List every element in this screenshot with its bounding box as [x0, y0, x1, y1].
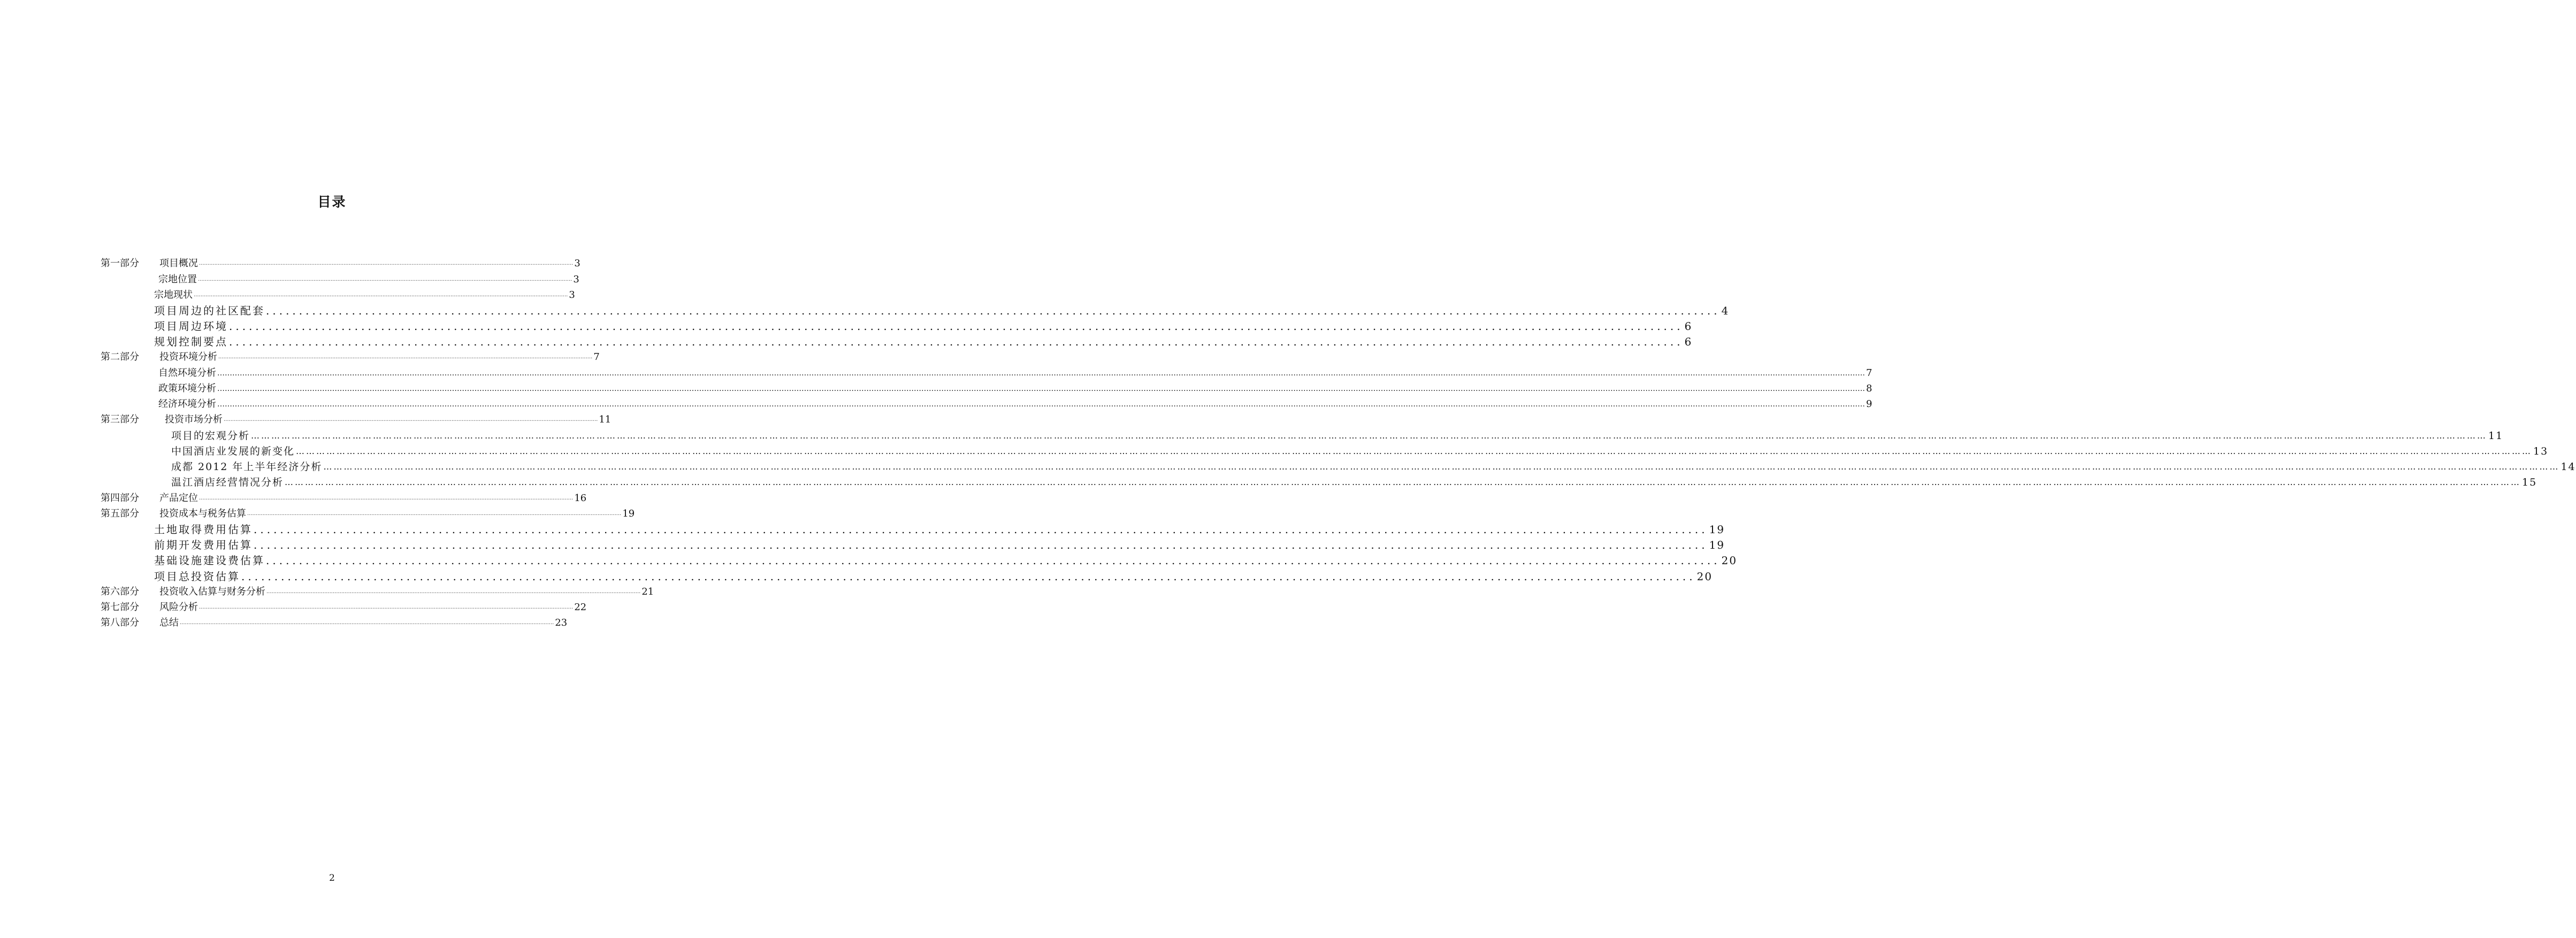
toc-dot-leader: ............................................................................................................................................................................................................................: [194, 292, 568, 298]
toc-entry-title: 规划控制要点: [154, 335, 228, 348]
toc-part-label: 第七部分: [101, 602, 139, 613]
toc-dot-leader: ............................................................................................................................................................................................................................: [229, 335, 1684, 348]
toc-entry[interactable]: [101, 457, 2576, 473]
toc-entry[interactable]: [101, 285, 575, 301]
toc-entry-title: 项目周边的社区配套: [154, 304, 265, 317]
toc-entry-title: 基础设施建设费估算: [154, 554, 265, 567]
toc-entry-title: 成都 2012 年上半年经济分析: [171, 461, 323, 473]
toc-dot-leader: ............................................................................................................................................................................................................................: [266, 554, 1721, 567]
toc-dot-leader: ............................................................................................................................................................................................................................: [254, 539, 1708, 551]
toc-page-number: 3: [574, 258, 580, 269]
toc-part-label: 第二部分: [101, 351, 139, 363]
toc-part-label: 第三部分: [101, 414, 139, 425]
toc-page-number: 3: [569, 289, 575, 301]
toc-page-number: 6: [1684, 320, 1693, 333]
toc-entry[interactable]: [101, 441, 2549, 457]
toc-entry-title: 政策环境分析: [158, 383, 216, 394]
toc-dot-leader: ............................................................................................................................................................................................................................: [224, 417, 598, 422]
toc-dot-leader: ............................................................................................................................................................................................................................: [199, 260, 574, 266]
toc-page-number: 7: [1866, 367, 1872, 379]
toc-entry[interactable]: [101, 270, 579, 286]
toc-entry[interactable]: [101, 394, 1872, 410]
toc-page-number: 21: [641, 586, 654, 597]
toc-part-label: 第五部分: [101, 508, 139, 519]
toc-page-number: 19: [1709, 539, 1725, 551]
toc-entry[interactable]: [101, 472, 2537, 488]
toc-entry[interactable]: [101, 316, 1693, 333]
toc-entry[interactable]: [101, 504, 635, 520]
toc-page-number: 13: [2533, 445, 2549, 457]
toc-entry[interactable]: [101, 582, 654, 598]
toc-dot-leader: …………………………………………………………………………………………………………………………………………………………………………………………………………………………………………………………………………………………………………………………………………………………………………………………………………………………………………………………………………………………………………………………………………………………………………………………………………: [251, 430, 2488, 441]
toc-entry-title: 产品定位: [159, 493, 198, 504]
toc-entry-title: 总结: [159, 617, 179, 628]
toc-dot-leader: …………………………………………………………………………………………………………………………………………………………………………………………………………………………………………………………………………………………………………………………………………………………………………………………………………………………………………………………………………………………………………………………………………………………………………………………………………: [285, 477, 2521, 487]
toc-entry[interactable]: [101, 379, 1872, 395]
toc-dot-leader: ............................................................................................................................................................................................................................: [247, 511, 622, 517]
toc-entry[interactable]: [101, 253, 580, 270]
toc-entry-title: 宗地位置: [158, 274, 197, 285]
toc-entry[interactable]: [101, 347, 600, 363]
toc-dot-leader: ............................................................................................................................................................................................................................: [266, 304, 1721, 317]
toc-entry-title: 温江酒店经营情况分析: [171, 476, 284, 488]
toc-entry-title: 中国酒店业发展的新变化: [171, 445, 295, 457]
toc-part-label: 第六部分: [101, 586, 139, 597]
toc-dot-leader: ............................................................................................................................................................................................................................: [198, 276, 572, 282]
toc-dot-leader: …………………………………………………………………………………………………………………………………………………………………………………………………………………………………………………………………………………………………………………………………………………………………………………………………………………………………………………………………………………………………………………………………………………………………………………………………………: [217, 385, 1865, 393]
toc-entry-title: 风险分析: [159, 602, 198, 613]
toc-entry-title: 投资成本与税务估算: [159, 508, 246, 519]
toc-page-number: 19: [1709, 523, 1725, 536]
toc-dot-leader: ............................................................................................................................................................................................................................: [180, 620, 554, 626]
toc-page-number: 20: [1721, 554, 1738, 567]
toc-page-number: 4: [1721, 304, 1730, 317]
toc-page-number: 14: [2560, 461, 2576, 473]
toc-page-number: 23: [555, 617, 568, 628]
toc-dot-leader: ............................................................................................................................................................................................................................: [229, 320, 1684, 333]
toc-entry-title: 项目概况: [159, 258, 198, 269]
toc-entry[interactable]: [101, 535, 1725, 551]
toc-dot-leader: …………………………………………………………………………………………………………………………………………………………………………………………………………………………………………………………………………………………………………………………………………………………………………………………………………………………………………………………………………………………………………………………………………………………………………………………………………: [217, 400, 1865, 409]
toc-entry[interactable]: [101, 426, 2504, 442]
toc-page-number: 16: [574, 493, 587, 504]
toc-page-number: 22: [574, 602, 587, 613]
toc-entry[interactable]: [101, 363, 1872, 379]
toc-page-number: 15: [2522, 476, 2537, 488]
toc-entry-title: 项目的宏观分析: [171, 430, 250, 442]
toc-entry[interactable]: [101, 488, 587, 504]
toc-dot-leader: ............................................................................................................................................................................................................................: [241, 570, 1696, 583]
toc-dot-leader: …………………………………………………………………………………………………………………………………………………………………………………………………………………………………………………………………………………………………………………………………………………………………………………………………………………………………………………………………………………………………………………………………………………………………………………………………………: [217, 369, 1865, 378]
toc-entry[interactable]: [101, 332, 1693, 348]
toc-dot-leader: ............................................................................................................................................................................................................................: [218, 354, 593, 360]
toc-entry-title: 宗地现状: [154, 289, 193, 301]
toc-dot-leader: ............................................................................................................................................................................................................................: [254, 523, 1708, 536]
toc-entry[interactable]: [101, 410, 611, 426]
toc-page-number: 8: [1866, 383, 1872, 394]
toc-part-label: 第四部分: [101, 493, 139, 504]
toc-page-number: 6: [1684, 335, 1693, 348]
toc-dot-leader: …………………………………………………………………………………………………………………………………………………………………………………………………………………………………………………………………………………………………………………………………………………………………………………………………………………………………………………………………………………………………………………………………………………………………………………………………………: [323, 462, 2560, 472]
toc-entry[interactable]: [101, 301, 1730, 317]
toc-page-number: 11: [2488, 430, 2504, 442]
toc-entry-title: 投资环境分析: [159, 351, 217, 363]
toc-entry[interactable]: [101, 613, 568, 629]
toc-dot-leader: ............................................................................................................................................................................................................................: [199, 495, 574, 501]
toc-entry-title: 投资收入估算与财务分析: [159, 586, 265, 597]
toc-page-number: 20: [1696, 570, 1713, 583]
toc-entry-title: 前期开发费用估算: [154, 539, 253, 551]
toc-entry-title: 经济环境分析: [158, 398, 216, 410]
toc-entry-title: 投资市场分析: [165, 414, 223, 425]
toc-entry[interactable]: [101, 597, 587, 613]
toc-page-number: 3: [573, 274, 579, 285]
toc-part-label: 第八部分: [101, 617, 139, 628]
toc-page-number: 19: [622, 508, 635, 519]
toc-page-number: 7: [593, 351, 600, 363]
toc-dot-leader: ............................................................................................................................................................................................................................: [266, 589, 641, 595]
toc-page-number: 9: [1866, 398, 1872, 410]
toc-entry-title: 土地取得费用估算: [154, 523, 253, 536]
page-number: 2: [329, 873, 335, 883]
toc-dot-leader: ............................................................................................................................................................................................................................: [199, 604, 574, 610]
toc-dot-leader: …………………………………………………………………………………………………………………………………………………………………………………………………………………………………………………………………………………………………………………………………………………………………………………………………………………………………………………………………………………………………………………………………………………………………………………………………………: [296, 446, 2533, 456]
toc-part-label: 第一部分: [101, 258, 139, 269]
toc-entry[interactable]: [101, 566, 1713, 583]
toc-entry-title: 项目周边环境: [154, 320, 228, 333]
toc-entry[interactable]: [101, 550, 1738, 567]
page-title: 目录: [317, 194, 347, 210]
toc-page-number: 11: [599, 414, 611, 425]
toc-entry-title: 自然环境分析: [158, 367, 216, 379]
toc-entry[interactable]: [101, 519, 1725, 536]
toc-entry-title: 项目总投资估算: [154, 570, 240, 583]
